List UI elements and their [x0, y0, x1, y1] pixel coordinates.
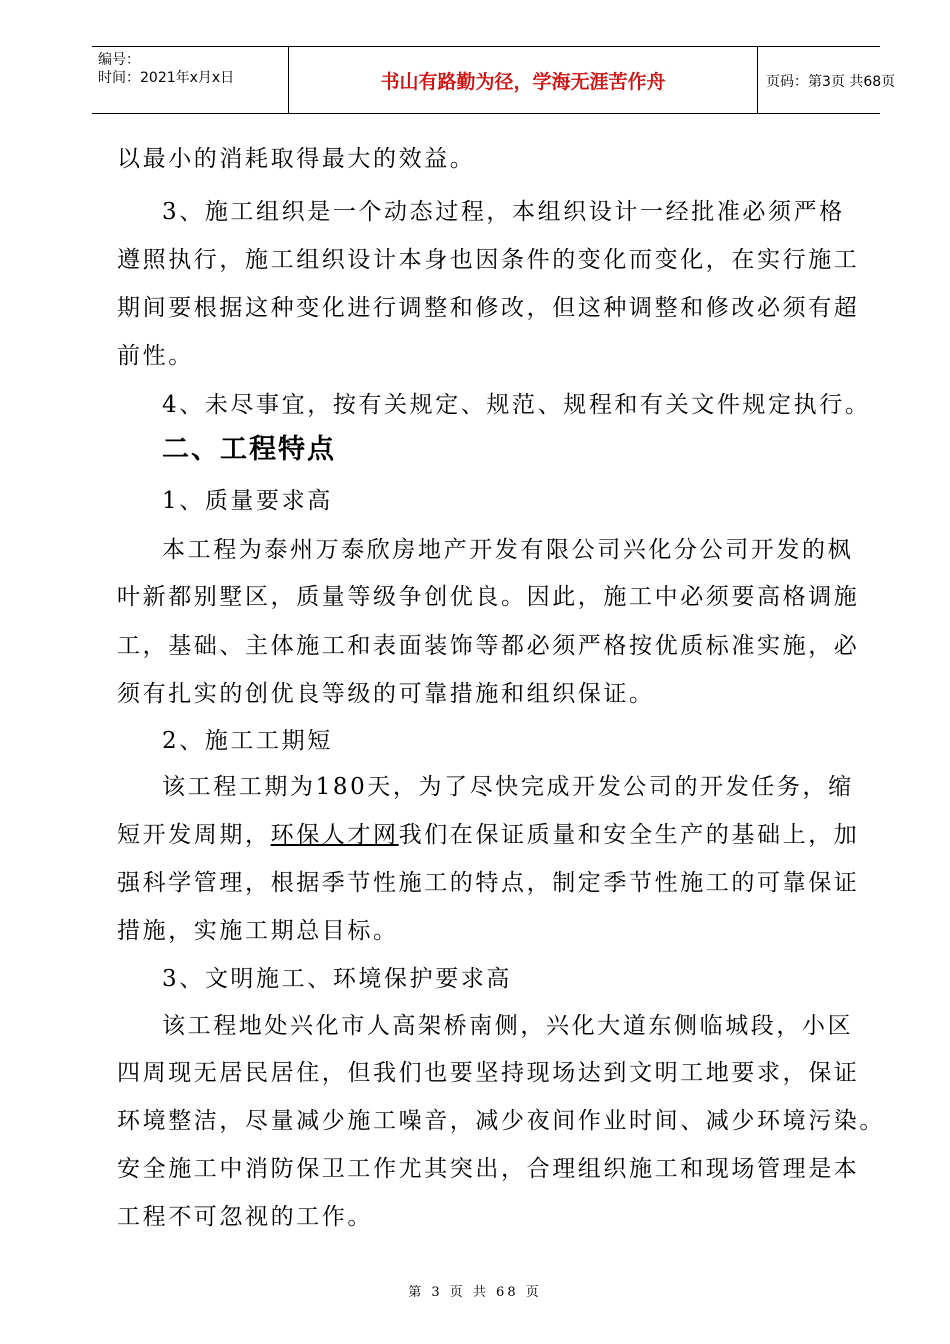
- header-page-cell: [756, 47, 896, 113]
- paragraph-line: 该工程工期为180天，为了尽快完成开发公司的开发任务，缩: [162, 774, 854, 800]
- paragraph-text: 我们在保证质量和安全生产的基础上，加: [398, 822, 860, 848]
- paragraph-line: 4、未尽事宜，按有关规定、规范、规程和有关文件规定执行。: [162, 392, 871, 418]
- paragraph-line: 前性。: [117, 343, 194, 369]
- paragraph-line: 工，基础、主体施工和表面装饰等都必须严格按优质标准实施，必: [117, 633, 860, 659]
- paragraph-line: 该工程地处兴化市人高架桥南侧，兴化大道东侧临城段，小区: [162, 1013, 854, 1039]
- page-footer-number: 第 3 页 共 68 页: [408, 1285, 542, 1300]
- section-heading: 二、工程特点: [162, 434, 336, 465]
- subsection-title: 1、质量要求高: [162, 488, 333, 514]
- paragraph-line: 四周现无居民居住，但我们也要坚持现场达到文明工地要求，保证: [117, 1060, 860, 1086]
- page-header: [92, 46, 896, 114]
- paragraph-line: 须有扎实的创优良等级的可靠措施和组织保证。: [117, 681, 655, 707]
- paragraph-line: [117, 820, 859, 850]
- paragraph-line: 安全施工中消防保卫工作尤其突出，合理组织施工和现场管理是本: [117, 1156, 860, 1182]
- paragraph-line: 措施，实施工期总目标。: [117, 918, 399, 944]
- header-meta-cell: [92, 47, 288, 113]
- subsection-title: 3、文明施工、环境保护要求高: [162, 966, 513, 992]
- paragraph-line: 遵照执行，施工组织设计本身也因条件的变化而变化，在实行施工: [117, 247, 860, 273]
- subsection-title: 2、施工工期短: [162, 728, 333, 754]
- paragraph-line: 3、施工组织是一个动态过程，本组织设计一经批准必须严格: [162, 199, 845, 225]
- document-code-label: 编号：: [98, 52, 140, 68]
- header-motto: 书山有路勤为径，学海无涯苦作舟: [380, 71, 666, 93]
- document-time: 时间：2021年x月x日: [98, 70, 235, 86]
- talent-network-link[interactable]: 环保人才网: [270, 822, 399, 848]
- header-motto-cell: [288, 47, 758, 113]
- paragraph-line: 叶新都别墅区，质量等级争创优良。因此，施工中必须要高格调施: [117, 584, 860, 610]
- paragraph-line: 环境整洁，尽量减少施工噪音，减少夜间作业时间、减少环境污染。: [117, 1108, 885, 1134]
- paragraph-line: 本工程为泰州万泰欣房地产开发有限公司兴化分公司开发的枫: [162, 537, 854, 563]
- paragraph-line: 期间要根据这种变化进行调整和修改，但这种调整和修改必须有超: [117, 295, 860, 321]
- header-page-number: 页码：第3页 共68页: [766, 74, 896, 90]
- paragraph-line: 以最小的消耗取得最大的效益。: [117, 146, 476, 172]
- paragraph-line: 强科学管理，根据季节性施工的特点，制定季节性施工的可靠保证: [117, 870, 860, 896]
- paragraph-line: 工程不可忽视的工作。: [117, 1204, 373, 1230]
- paragraph-text: 短开发周期，: [117, 822, 271, 848]
